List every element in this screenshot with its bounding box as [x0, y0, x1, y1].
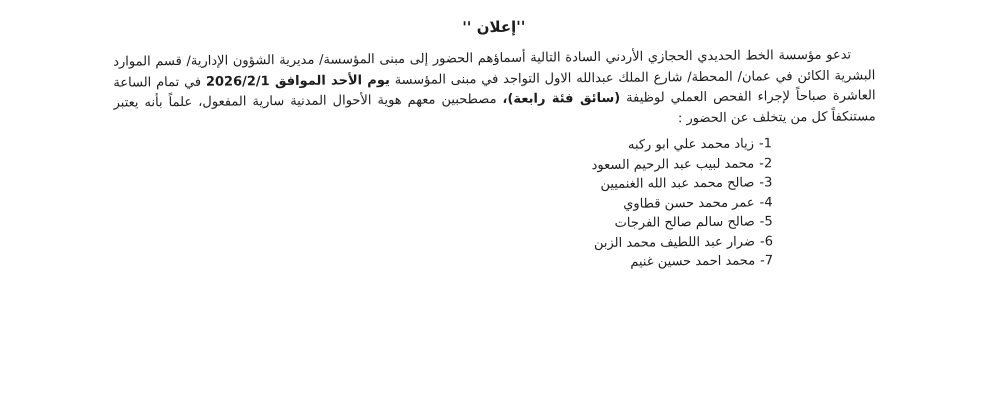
list-item-number: 2- [759, 155, 773, 171]
list-item-name: زياد محمد علي ابو ركبه [627, 136, 755, 153]
announcement-title: ''إعلان '' [462, 17, 526, 37]
paragraph-bold-job-title: (سائق فئة رابعة)، [502, 90, 621, 107]
paragraph-text-2: في تمام الساعة العاشرة صباحاً لإجراء الفحص العملي لوظيفة [113, 74, 876, 106]
paragraph-text-1: تدعو مؤسسة الخط الحديدي الحجازي الأردني السادة التالية أسماؤهم الحضور إلى مبنى المؤسسة/ مديرية الشؤون الإدارية/ قسم الموارد البشرية الكائن في عمان/ المحطة/ شارع الملك عبدالله الاول التواجد في مبنى المؤسسة [113, 47, 876, 88]
list-item-name: صالح محمد عبد الله الغنميين [600, 175, 755, 192]
paragraph-text-3: مصطحبين معهم هوية الأحوال المدنية سارية المفعول، علماً بأنه يعتبر مستنكفاً كل من يتخلف عن الحضور : [113, 91, 876, 126]
list-item-name: ضرار عبد اللطيف محمد الزبن [593, 234, 756, 251]
paragraph-bold-date: يوم الأحد الموافق 2026/2/1 [205, 72, 390, 90]
announcement-paragraph [113, 45, 876, 134]
list-item-name: عمر محمد حسن قطاوي [623, 195, 755, 212]
list-item-number: 1- [758, 136, 773, 152]
list-item-number: 7- [760, 253, 774, 269]
list-item-number: 5- [759, 214, 773, 230]
list-item-name: صالح سالم صالح الفرجات [614, 214, 755, 231]
list-item-number: 3- [759, 175, 773, 191]
list-item-number: 4- [759, 194, 773, 210]
list-item-number: 6- [759, 233, 774, 249]
list-item-name: محمد احمد حسين غنيم [630, 253, 756, 270]
list-item-name: محمد لبيب عبد الرحيم السعود [591, 156, 755, 173]
document-content [113, 14, 877, 277]
attendees-list [114, 133, 877, 277]
